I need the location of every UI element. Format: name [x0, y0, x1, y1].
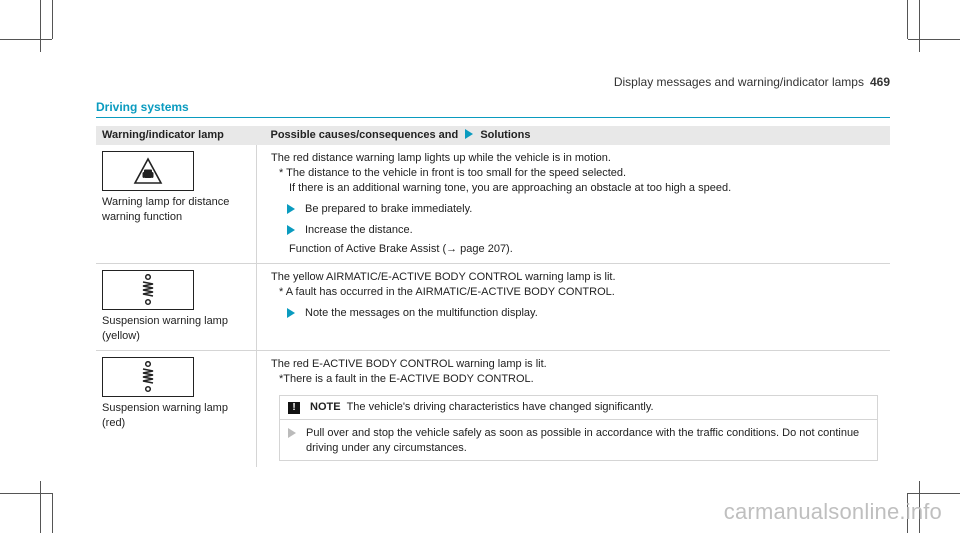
lamp-label: warning function [102, 211, 183, 223]
distance-warning-icon [102, 151, 194, 191]
table-header-row [96, 126, 890, 145]
crop-mark [40, 0, 41, 52]
note-step-text: Pull over and stop the vehicle safely as soon as possible in accordance with the traffic conditions. Do not continue driving under any circumstances. [306, 427, 860, 454]
suspension-icon [102, 357, 194, 397]
cause-text: The red distance warning lamp lights up while the vehicle is in motion. [271, 152, 611, 164]
note-step [280, 420, 877, 460]
crop-mark [40, 481, 41, 533]
lamp-label: Suspension warning lamp [102, 402, 228, 414]
causes-cell [257, 264, 891, 351]
lamp-cell [96, 351, 257, 468]
solution-step [287, 306, 886, 321]
crop-mark [908, 39, 960, 40]
lamp-cell [96, 264, 257, 351]
crop-mark [52, 0, 53, 39]
col-header-causes [257, 126, 891, 145]
lamp-label: Warning lamp for distance [102, 196, 230, 208]
step-arrow-icon [288, 428, 296, 438]
lamp-label: Suspension warning lamp [102, 315, 228, 327]
crop-mark [908, 493, 960, 494]
solution-step [287, 223, 886, 238]
note-text: The vehicle's driving characteristics have changed significantly. [346, 401, 654, 413]
suspension-icon [102, 270, 194, 310]
table-row [96, 145, 890, 264]
step-arrow-icon [287, 225, 295, 235]
crop-mark [0, 39, 52, 40]
cause-text: *There is a fault in the E-ACTIVE BODY CONTROL. [279, 373, 534, 385]
solution-step [287, 202, 886, 217]
col-header-causes-label: Possible causes/consequences and [270, 129, 459, 141]
crop-mark [52, 493, 53, 533]
page-reference: Function of Active Brake Assist (→ page 207). [289, 243, 513, 255]
lamp-label: (red) [102, 417, 126, 429]
watermark: carmanualsonline.info [723, 499, 942, 524]
step-arrow-icon [287, 204, 295, 214]
page-number: 469 [869, 75, 890, 89]
cause-text: If there is an additional warning tone, you are approaching an obstacle at too high a speed. [289, 182, 732, 194]
section-divider [96, 117, 890, 118]
step-arrow-icon [287, 308, 295, 318]
cause-text: * A fault has occurred in the AIRMATIC/E-ACTIVE BODY CONTROL. [279, 286, 615, 298]
causes-cell [257, 145, 891, 264]
table-row [96, 351, 890, 468]
section-title: Driving systems [96, 100, 189, 114]
table-row [96, 264, 890, 351]
running-header [614, 75, 890, 89]
note-title: NOTE [310, 401, 341, 413]
col-header-solutions-label: Solutions [480, 129, 531, 141]
lamp-cell [96, 145, 257, 264]
crop-mark [919, 0, 920, 52]
crop-mark [907, 0, 908, 39]
causes-cell [257, 351, 891, 468]
step-text: Be prepared to brake immediately. [305, 203, 473, 215]
note-box [279, 395, 878, 461]
cause-text: * The distance to the vehicle in front is too small for the speed selected. [279, 167, 627, 179]
running-title: Display messages and warning/indicator lamps [613, 75, 864, 89]
cause-text: The yellow AIRMATIC/E-ACTIVE BODY CONTROL warning lamp is lit. [271, 271, 616, 283]
note-header [280, 396, 877, 420]
crop-mark [0, 493, 52, 494]
cause-text: The red E-ACTIVE BODY CONTROL warning lamp is lit. [271, 358, 547, 370]
step-text: Increase the distance. [305, 224, 413, 236]
solution-arrow-icon [465, 129, 473, 139]
warning-lamp-table [96, 126, 890, 467]
col-header-lamp: Warning/indicator lamp [96, 126, 257, 145]
exclamation-icon: ! [288, 402, 300, 414]
lamp-label: (yellow) [102, 330, 140, 342]
step-text: Note the messages on the multifunction display. [305, 307, 538, 319]
